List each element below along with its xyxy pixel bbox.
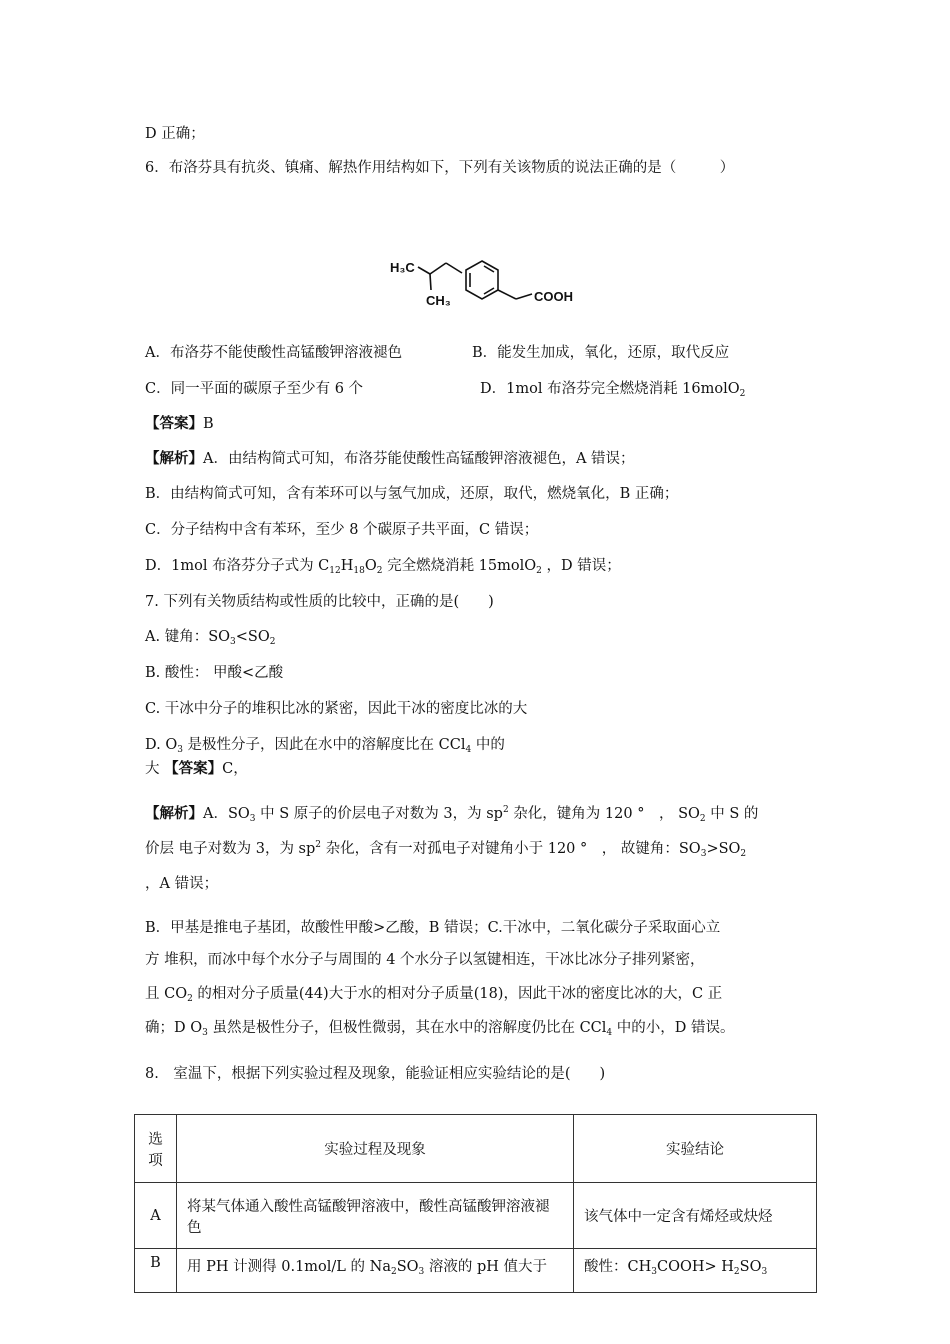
q7-analysis-line-6: 且 $CO_2$ 的相对分子质量(44)大于水的相对分子质量(18)，因此干冰的密度比冰的大，C 正 — [145, 986, 723, 1004]
header-conclusion: 实验结论 — [574, 1115, 817, 1183]
q6-answer: 【答案】B — [145, 415, 214, 432]
row-a-conclusion: 该气体中一定含有烯烃或炔烃 — [574, 1183, 817, 1249]
answer-tag: 【答案】 — [145, 415, 203, 432]
analysis-tag: 【解析】 — [145, 805, 203, 822]
analysis-tag: 【解析】 — [145, 450, 203, 467]
experiment-table — [134, 1114, 817, 1293]
header-option: 选项 — [135, 1115, 177, 1183]
q7-analysis-line-4: B．甲基是推电子基团，故酸性甲酸>乙酸，B 错误；C.干冰中，二氧化碳分子采取面心立 — [145, 920, 721, 936]
q6-analysis-c: C．分子结构中含有苯环，至少 8 个碳原子共平面，C 错误； — [145, 522, 539, 538]
q7-analysis-line-2: 价层 电子对数为 3，为 $sp^2$ 杂化，含有一对孤电子对键角小于 120 ° ， 故键角：$SO_3>SO_2$ — [145, 840, 747, 859]
previous-answer-tail: D 正确； — [145, 126, 205, 142]
q7-answer: 大 【答案】C， — [145, 760, 248, 777]
q6-analysis-d: D．1mol 布洛芬分子式为 $C_{12}H_{18}O_2$ 完全燃烧消耗 15molO$_2$ ，D 错误； — [145, 558, 621, 576]
q7-option-d: D. $O_3$ 是极性分子，因此在水中的溶解度比在 CCl$_4$ 中的 — [145, 737, 505, 755]
row-a-process: 将某气体通入酸性高锰酸钾溶液中，酸性高锰酸钾溶液褪色 — [177, 1183, 574, 1249]
row-b-option: B — [135, 1249, 177, 1293]
ch3-bottom-label: CH₃ — [426, 293, 451, 308]
q6-analysis-b: B．由结构简式可知，含有苯环可以与氢气加成，还原，取代，燃烧氧化，B 正确； — [145, 486, 679, 502]
answer-tag: 【答案】 — [164, 760, 223, 777]
q7-option-a: A. 键角：$SO_3<SO_2$ — [145, 629, 276, 647]
q6-option-c: C．同一平面的碳原子至少有 6 个 — [145, 381, 364, 397]
row-b-conclusion: 酸性：$CH_3COOH> H_2SO_3$ — [574, 1249, 817, 1293]
table-header-row — [135, 1115, 817, 1183]
question-6-stem: 6．布洛芬具有抗炎、镇痛、解热作用结构如下，下列有关该物质的说法正确的是（ ） — [145, 160, 735, 176]
q7-analysis-line-1: 【解析】A．$SO_3$ 中 S 原子的价层电子对数为 3，为 $sp^2$ 杂化，键角为 120 ° ， $SO_2$ 中 S 的 — [145, 805, 759, 824]
question-8-stem: 8. 室温下，根据下列实验过程及现象，能验证相应实验结论的是( ) — [145, 1066, 606, 1082]
q7-analysis-line-5: 方 堆积，而冰中每个水分子与周围的 4 个水分子以氢键相连，干冰比冰分子排列紧密， — [145, 952, 705, 968]
q6-option-b: B．能发生加成，氧化，还原，取代反应 — [472, 345, 730, 361]
q7-analysis-line-3: ，A 错误； — [145, 876, 219, 892]
table-row — [135, 1183, 817, 1249]
question-7-stem: 7. 下列有关物质结构或性质的比较中，正确的是( ) — [145, 594, 494, 610]
ibuprofen-structure — [388, 245, 588, 315]
q7-option-b: B. 酸性： 甲酸<乙酸 — [145, 665, 284, 681]
row-a-option: A — [135, 1183, 177, 1249]
ch3-top-label: H₃C — [390, 260, 415, 275]
table-row — [135, 1249, 817, 1293]
q7-analysis-line-7: 确；D $O_3$ 虽然是极性分子，但极性微弱，其在水中的溶解度仍比在 CCl$_4$ 中的小，D 错误。 — [145, 1020, 735, 1038]
q6-option-a: A．布洛芬不能使酸性高锰酸钾溶液褪色 — [145, 345, 402, 361]
q7-option-c: C. 干冰中分子的堆积比冰的紧密，因此干冰的密度比冰的大 — [145, 701, 528, 717]
cooh-label: COOH — [534, 289, 573, 304]
q6-analysis-a: 【解析】A．由结构简式可知，布洛芬能使酸性高锰酸钾溶液褪色，A 错误； — [145, 450, 635, 467]
row-b-process: 用 PH 计测得 0.1mol/L 的 $Na_2SO_3$ 溶液的 pH 值大于 — [177, 1249, 574, 1293]
header-process: 实验过程及现象 — [177, 1115, 574, 1183]
q6-option-d: D．1mol 布洛芬完全燃烧消耗 16molO$_2$ — [480, 381, 746, 399]
